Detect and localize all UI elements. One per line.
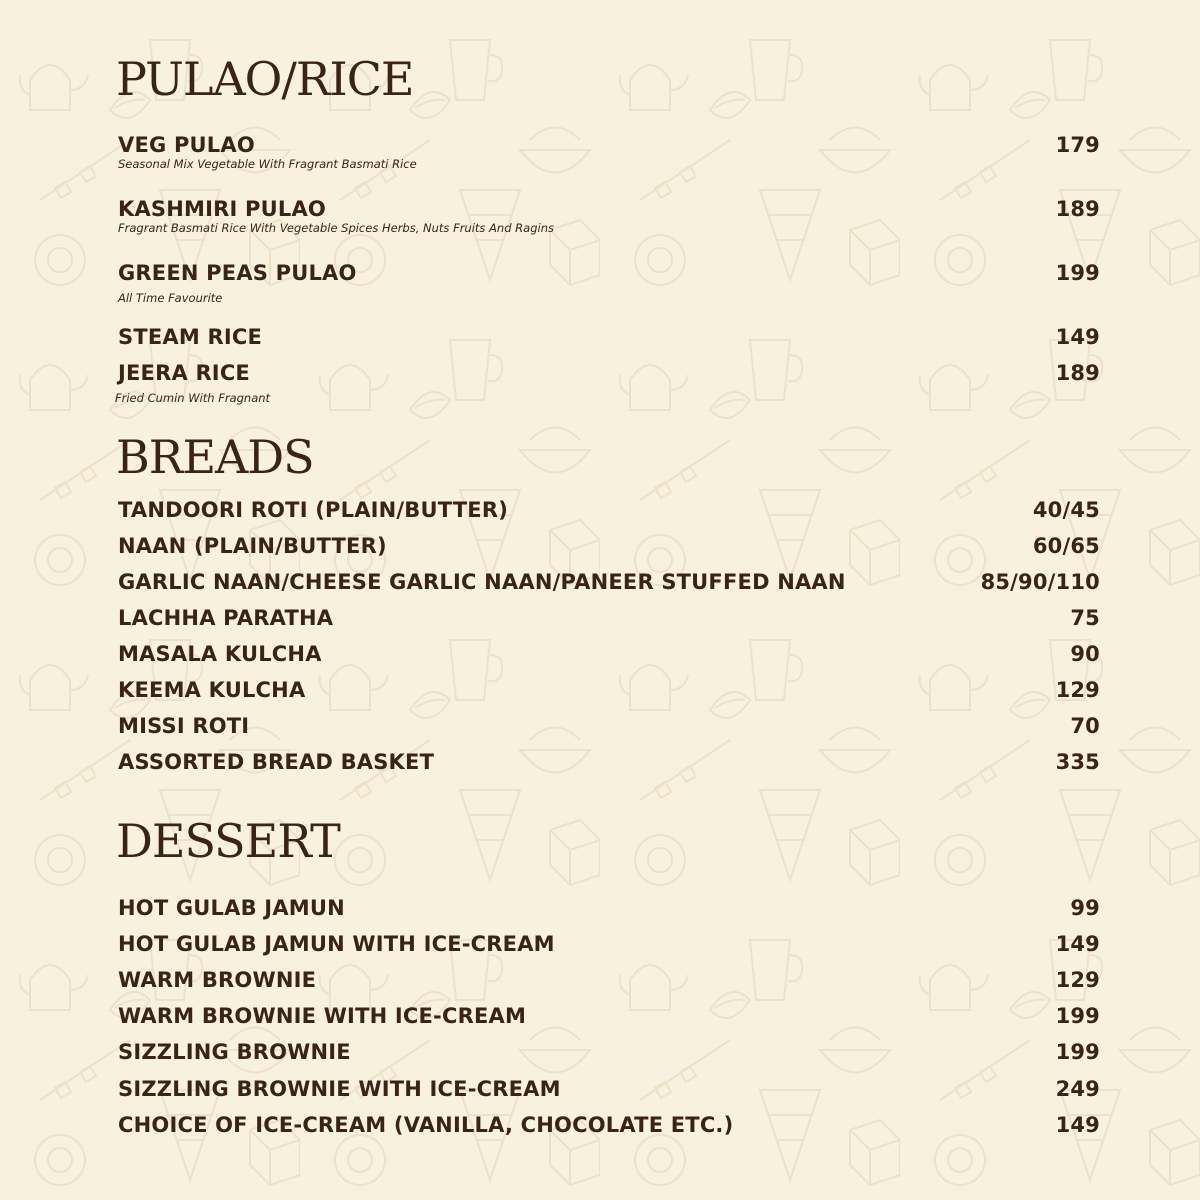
item-name: ASSORTED BREAD BASKET — [118, 750, 435, 774]
menu-item — [118, 497, 1100, 523]
item-price: 249 — [1055, 1077, 1100, 1101]
item-name: GREEN PEAS PULAO — [118, 261, 357, 285]
item-price: 199 — [1055, 1004, 1100, 1028]
item-price: 199 — [1055, 261, 1100, 285]
item-price: 60/65 — [1032, 534, 1100, 558]
menu-item — [118, 1076, 1100, 1102]
item-name: MASALA KULCHA — [118, 642, 322, 666]
item-name: SIZZLING BROWNIE WITH ICE-CREAM — [118, 1077, 561, 1101]
menu-item — [118, 605, 1100, 631]
item-name: STEAM RICE — [118, 325, 262, 349]
menu-item — [118, 895, 1100, 921]
item-description: Seasonal Mix Vegetable With Fragrant Basmati Rice — [118, 157, 417, 171]
menu-item — [118, 132, 1100, 172]
item-price: 199 — [1055, 1040, 1100, 1064]
item-description: All Time Favourite — [118, 291, 223, 305]
item-price: 179 — [1055, 133, 1100, 157]
item-name: NAAN (PLAIN/BUTTER) — [118, 534, 387, 558]
item-name: CHOICE OF ICE-CREAM (VANILLA, CHOCOLATE ETC.) — [118, 1113, 734, 1137]
item-name: MISSI ROTI — [118, 714, 250, 738]
item-price: 189 — [1055, 361, 1100, 385]
item-name: SIZZLING BROWNIE — [118, 1040, 351, 1064]
menu-item — [118, 713, 1100, 739]
menu-item — [118, 260, 1100, 306]
item-name: VEG PULAO — [118, 133, 255, 157]
menu-item — [115, 360, 1100, 406]
item-price: 40/45 — [1032, 498, 1100, 522]
item-price: 335 — [1055, 750, 1100, 774]
menu-item — [118, 931, 1100, 957]
item-price: 129 — [1055, 678, 1100, 702]
menu-item — [118, 1039, 1100, 1065]
item-price: 189 — [1055, 197, 1100, 221]
menu-item — [118, 324, 1100, 350]
item-price: 149 — [1055, 325, 1100, 349]
item-price: 149 — [1055, 932, 1100, 956]
menu-item — [118, 641, 1100, 667]
item-name: JEERA RICE — [118, 361, 250, 385]
menu-item — [118, 569, 1100, 595]
item-name: WARM BROWNIE WITH ICE-CREAM — [118, 1004, 527, 1028]
section-title-dessert: DESSERT — [116, 814, 340, 868]
menu-item — [118, 967, 1100, 993]
menu-item — [118, 749, 1100, 775]
item-description: Fried Cumin With Fragnant — [115, 391, 271, 405]
item-name: KASHMIRI PULAO — [118, 197, 326, 221]
item-price: 99 — [1070, 896, 1100, 920]
item-price: 129 — [1055, 968, 1100, 992]
item-price: 149 — [1055, 1113, 1100, 1137]
item-price: 90 — [1070, 642, 1100, 666]
menu-item — [118, 1112, 1100, 1138]
item-name: KEEMA KULCHA — [118, 678, 306, 702]
menu-item — [118, 533, 1100, 559]
section-title-pulao-rice: PULAO/RICE — [116, 52, 414, 106]
item-price: 75 — [1070, 606, 1100, 630]
section-title-breads: BREADS — [116, 430, 314, 484]
item-price: 85/90/110 — [980, 570, 1100, 594]
menu-item — [118, 196, 1100, 236]
item-price: 70 — [1070, 714, 1100, 738]
item-name: TANDOORI ROTI (PLAIN/BUTTER) — [118, 498, 509, 522]
item-name: HOT GULAB JAMUN — [118, 896, 345, 920]
item-name: WARM BROWNIE — [118, 968, 317, 992]
item-name: HOT GULAB JAMUN WITH ICE-CREAM — [118, 932, 555, 956]
menu-item — [118, 1003, 1100, 1029]
item-description: Fragrant Basmati Rice With Vegetable Spices Herbs, Nuts Fruits And Ragins — [118, 221, 554, 235]
item-name: LACHHA PARATHA — [118, 606, 334, 630]
item-name: GARLIC NAAN/CHEESE GARLIC NAAN/PANEER STUFFED NAAN — [118, 570, 846, 594]
menu-item — [118, 677, 1100, 703]
